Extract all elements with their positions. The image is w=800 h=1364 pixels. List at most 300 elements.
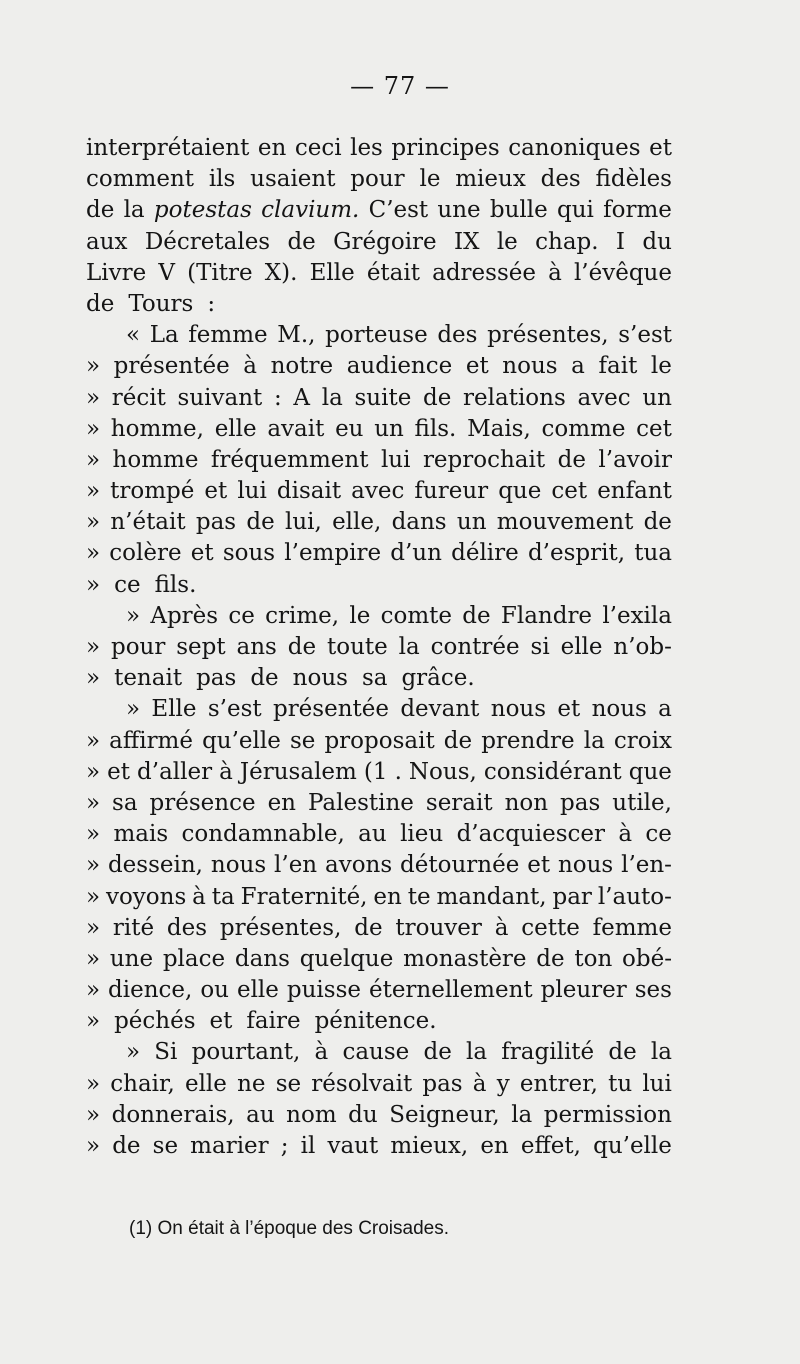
text-line <box>86 1069 672 1100</box>
word: cet <box>551 478 588 505</box>
word: Après <box>150 602 219 629</box>
word: présentée <box>113 353 230 380</box>
word: d’acquiescer <box>456 821 605 848</box>
word: n’ob- <box>613 634 672 660</box>
text-line <box>86 882 672 913</box>
word: de <box>250 665 279 692</box>
word: des <box>540 166 581 193</box>
word: homme, <box>110 415 204 442</box>
word: potestas <box>153 197 252 224</box>
word: fils. <box>154 571 197 598</box>
word: » <box>86 1008 101 1035</box>
word: ce <box>645 821 672 848</box>
word: Jérusalem <box>239 758 357 785</box>
text-line <box>86 975 672 1006</box>
word: de <box>287 634 317 660</box>
word: présence <box>149 789 256 816</box>
word: de <box>462 602 491 629</box>
text-line <box>86 819 672 850</box>
word: Si <box>154 1039 178 1066</box>
word: te <box>407 883 431 910</box>
word: ce <box>228 602 255 629</box>
word: homme <box>112 446 199 473</box>
word: elle <box>560 634 603 660</box>
word: ce <box>114 571 141 598</box>
word: la <box>511 1101 533 1128</box>
word: au <box>358 821 387 848</box>
word: la <box>123 197 145 224</box>
text-line <box>86 289 672 320</box>
word: eu <box>335 415 364 442</box>
word: tua <box>634 540 672 567</box>
word: Décretales <box>144 228 271 255</box>
word: mieux, <box>390 1133 469 1159</box>
word: une <box>437 197 481 224</box>
word: pénitence. <box>314 1008 437 1035</box>
text-line <box>86 663 672 694</box>
word: trompé <box>110 478 195 505</box>
page-number: — 77 — <box>350 72 450 100</box>
word: dans <box>234 945 290 972</box>
word: Flandre <box>500 602 593 629</box>
word: a <box>571 353 585 380</box>
word: pas <box>560 789 601 816</box>
word: place <box>162 945 226 972</box>
word: sept <box>176 634 226 660</box>
text-line <box>86 538 672 569</box>
word: pourtant, <box>191 1039 301 1066</box>
word: avons <box>325 852 393 879</box>
word: se <box>275 1070 302 1097</box>
text-line <box>86 351 672 382</box>
word: qu’elle <box>593 1133 672 1159</box>
word: lui <box>642 1070 672 1097</box>
word: fait <box>598 353 638 380</box>
word: la <box>650 1039 672 1066</box>
word: n’était <box>110 509 186 536</box>
word: il <box>300 1133 316 1159</box>
text-line <box>86 1037 672 1068</box>
word: entrer, <box>519 1070 598 1097</box>
word: un <box>456 509 487 536</box>
word: toute <box>327 634 388 660</box>
text-line <box>86 726 672 757</box>
word: trouver <box>395 914 482 941</box>
word: colère <box>109 540 182 567</box>
word: nous <box>292 665 348 692</box>
word: (Titre <box>187 259 253 286</box>
word: elle <box>184 1070 227 1097</box>
word: » <box>86 540 101 567</box>
word: de <box>423 1039 452 1066</box>
word: était <box>366 259 420 286</box>
word: pas <box>196 665 237 692</box>
word: devant <box>400 696 480 723</box>
word: canoniques <box>508 135 641 161</box>
word: dans <box>391 509 447 536</box>
word: ans <box>236 634 277 660</box>
word: ou <box>200 977 229 1004</box>
word: le <box>349 602 371 629</box>
word: I <box>615 228 626 255</box>
word: utile, <box>612 789 672 816</box>
word: pour <box>110 634 166 660</box>
word: Livre <box>86 259 147 286</box>
word: ton <box>574 945 613 972</box>
word: et <box>204 478 228 505</box>
word: Tours <box>128 290 194 317</box>
word: » <box>86 727 101 754</box>
word: tenait <box>114 665 183 692</box>
word: cause <box>342 1039 410 1066</box>
word: nous <box>557 852 614 879</box>
word: : <box>273 384 282 411</box>
word: » <box>86 852 101 879</box>
word: s’est <box>618 322 672 349</box>
word: principes <box>391 135 500 161</box>
word: de <box>443 727 473 754</box>
word: fidèles <box>595 166 672 193</box>
word: relations <box>463 384 566 411</box>
word: rité <box>112 914 155 941</box>
word: qui <box>556 197 594 224</box>
word: » <box>126 696 141 723</box>
word: l’en- <box>621 852 672 879</box>
word: de <box>557 446 586 473</box>
word: lui <box>237 478 267 505</box>
word: sa <box>112 789 138 816</box>
text-line <box>86 227 672 258</box>
word: nous <box>210 852 267 879</box>
word: présentée <box>272 696 389 723</box>
word: usaient <box>250 166 336 193</box>
word: du <box>348 1101 378 1128</box>
word: de <box>643 509 672 536</box>
word: Elle <box>309 259 355 286</box>
word: à <box>243 353 258 380</box>
word: avec <box>351 478 405 505</box>
word: puisse <box>286 977 361 1004</box>
word: de <box>608 1039 637 1066</box>
word: crime, <box>265 602 340 629</box>
word: » <box>86 353 101 380</box>
word: » <box>86 977 101 1004</box>
word: sous <box>222 540 276 567</box>
word: et <box>190 540 214 567</box>
word: croix <box>613 727 672 754</box>
text-line <box>86 788 672 819</box>
word: les <box>350 135 383 161</box>
word: » <box>126 602 141 629</box>
word: de <box>112 1133 141 1159</box>
word: comme <box>541 415 626 442</box>
word: interprétaient <box>86 135 250 161</box>
word: » <box>86 634 101 660</box>
word: ils <box>208 166 236 193</box>
word: si <box>530 634 550 660</box>
word: ceci <box>294 135 342 161</box>
word: pleurer <box>540 977 627 1004</box>
word: suivant <box>177 384 263 411</box>
word: mais <box>113 821 169 848</box>
word: quelque <box>299 945 394 972</box>
word: l’exila <box>602 602 672 629</box>
word: » <box>86 478 101 505</box>
word: marier <box>190 1133 269 1159</box>
body-text <box>86 133 672 1162</box>
word: nous <box>591 696 647 723</box>
word: » <box>86 1070 101 1097</box>
text-line <box>86 195 672 226</box>
word: se <box>152 1133 179 1159</box>
word: avait <box>267 415 325 442</box>
text-line <box>86 507 672 538</box>
word: à <box>548 259 562 286</box>
word: non <box>504 789 549 816</box>
word: C’est <box>368 197 429 224</box>
word: Fraternité, <box>240 883 368 910</box>
word: l’empire <box>284 540 382 567</box>
word: chair, <box>110 1070 175 1097</box>
word: de <box>86 290 115 317</box>
word: clavium. <box>261 197 360 224</box>
word: affirmé <box>109 727 193 754</box>
word: fils. <box>414 415 457 442</box>
word: délire <box>451 540 519 567</box>
footnote: (1) On était à l’époque des Croisades. <box>129 1218 450 1239</box>
word: et <box>649 135 672 161</box>
word: audience <box>346 353 453 380</box>
word: et <box>527 852 551 879</box>
word: forme <box>603 197 672 224</box>
word: dessein, <box>107 852 203 879</box>
word: » <box>86 415 101 442</box>
word: voyons <box>105 883 187 910</box>
word: qu’elle <box>202 727 281 754</box>
word: monastère <box>403 945 527 972</box>
text-line <box>86 570 672 601</box>
word: serait <box>425 789 493 816</box>
word: condamnable, <box>181 821 345 848</box>
word: mieux <box>455 166 526 193</box>
text-line <box>86 694 672 725</box>
word: le <box>650 353 672 380</box>
word: détournée <box>400 852 520 879</box>
word: en <box>480 1133 509 1159</box>
word: ; <box>280 1133 289 1159</box>
word: dience, <box>108 977 193 1004</box>
word: mouvement <box>496 509 634 536</box>
word: considérant <box>483 758 622 785</box>
word: chap. <box>535 228 599 255</box>
word: à <box>618 821 633 848</box>
word: notre <box>270 353 334 380</box>
word: de <box>287 228 316 255</box>
text-line <box>86 1131 672 1162</box>
word: pour <box>350 166 405 193</box>
word: l’avoir <box>598 446 672 473</box>
word: par <box>552 883 592 910</box>
word: Palestine <box>307 789 414 816</box>
word: la <box>398 634 420 660</box>
word: avec <box>577 384 631 411</box>
word: de <box>354 914 383 941</box>
text-line <box>86 258 672 289</box>
word: » <box>86 758 101 785</box>
word: elle <box>214 415 257 442</box>
word: et <box>209 1008 233 1035</box>
word: enfant <box>597 478 672 505</box>
word: La <box>149 322 179 349</box>
word: en <box>267 789 296 816</box>
word: lui <box>380 446 411 473</box>
text-line <box>86 133 672 164</box>
word: ne <box>237 1070 266 1097</box>
word: » <box>86 384 101 411</box>
word: le <box>419 166 441 193</box>
word: que <box>498 478 542 505</box>
word: A <box>293 384 311 411</box>
word: un <box>374 415 404 442</box>
word: a <box>658 696 672 723</box>
word: présentes, <box>219 914 342 941</box>
text-line <box>86 164 672 195</box>
text-line <box>86 1006 672 1037</box>
text-line <box>86 414 672 445</box>
text-line <box>86 476 672 507</box>
word: comte <box>380 602 452 629</box>
word: prendre <box>481 727 575 754</box>
word: disait <box>276 478 342 505</box>
word: aux <box>86 228 128 255</box>
text-line <box>86 757 672 788</box>
word: à <box>219 758 233 785</box>
word: V <box>158 259 175 286</box>
word: éternellement <box>368 977 533 1004</box>
word: suite <box>354 384 412 411</box>
word: la <box>466 1039 488 1066</box>
word: fréquemment <box>210 446 369 473</box>
word: péchés <box>114 1008 196 1035</box>
word: . <box>394 758 402 785</box>
word: mandant, <box>436 883 547 910</box>
word: » <box>86 1133 101 1159</box>
word: porteuse <box>325 322 428 349</box>
word: » <box>86 821 101 848</box>
word: d’esprit, <box>527 540 626 567</box>
word: en <box>257 135 287 161</box>
word: effet, <box>520 1133 581 1159</box>
word: vaut <box>327 1133 379 1159</box>
word: ta <box>211 883 235 910</box>
word: grâce. <box>401 665 475 692</box>
word: se <box>289 727 316 754</box>
word: faire <box>246 1008 301 1035</box>
word: des <box>166 914 208 941</box>
text-line <box>86 632 672 663</box>
text-line <box>86 913 672 944</box>
word: de <box>246 509 275 536</box>
word: pas <box>422 1070 463 1097</box>
word: X). <box>264 259 298 286</box>
word: du <box>642 228 672 255</box>
word: Elle <box>151 696 197 723</box>
word: et <box>557 696 581 723</box>
word: IX <box>454 228 480 255</box>
word: Seigneur, <box>389 1101 500 1128</box>
word: donnerais, <box>111 1101 235 1128</box>
word: pas <box>195 509 237 536</box>
word: le <box>496 228 518 255</box>
word: l’auto- <box>597 883 672 910</box>
word: » <box>86 665 101 692</box>
text-line <box>86 445 672 476</box>
word: proposait <box>324 727 435 754</box>
word: lieu <box>400 821 444 848</box>
word: s’est <box>207 696 262 723</box>
word: à <box>192 883 206 910</box>
word: la <box>583 727 605 754</box>
word: à <box>314 1039 329 1066</box>
word: permission <box>543 1101 672 1128</box>
word: l’en <box>274 852 318 879</box>
word: elle <box>236 977 279 1004</box>
word: ses <box>634 977 672 1004</box>
word: résolvait <box>311 1070 413 1097</box>
word: » <box>126 1039 141 1066</box>
word: » <box>86 1101 101 1128</box>
word: sa <box>361 665 388 692</box>
word: au <box>246 1101 275 1128</box>
word: nous <box>502 353 558 380</box>
text-line <box>86 850 672 881</box>
word: la <box>321 384 343 411</box>
word: : <box>207 290 216 317</box>
word: » <box>86 509 101 536</box>
text-line <box>86 320 672 351</box>
word: » <box>86 446 101 473</box>
word: une <box>109 945 154 972</box>
word: » <box>86 789 101 816</box>
word: obé- <box>622 945 672 972</box>
word: Nous, <box>408 758 477 785</box>
word: présentes, <box>487 322 609 349</box>
word: comment <box>86 166 195 193</box>
word: fragilité <box>501 1039 595 1066</box>
word: « <box>126 322 141 349</box>
word: à <box>494 914 509 941</box>
word: que <box>628 758 672 785</box>
word: (1 <box>363 758 388 785</box>
word: fureur <box>414 478 489 505</box>
text-line <box>86 601 672 632</box>
word: femme <box>188 322 268 349</box>
word: et <box>107 758 130 785</box>
word: d’un <box>390 540 442 567</box>
word: récit <box>111 384 166 411</box>
word: et <box>465 353 489 380</box>
text-line <box>86 944 672 975</box>
word: tu <box>608 1070 633 1097</box>
word: nous <box>490 696 547 723</box>
word: de <box>86 197 115 224</box>
word: contrée <box>430 634 520 660</box>
word: de <box>423 384 452 411</box>
text-line <box>86 383 672 414</box>
word: nom <box>286 1101 337 1128</box>
word: reprochait <box>422 446 546 473</box>
word: cet <box>636 415 672 442</box>
